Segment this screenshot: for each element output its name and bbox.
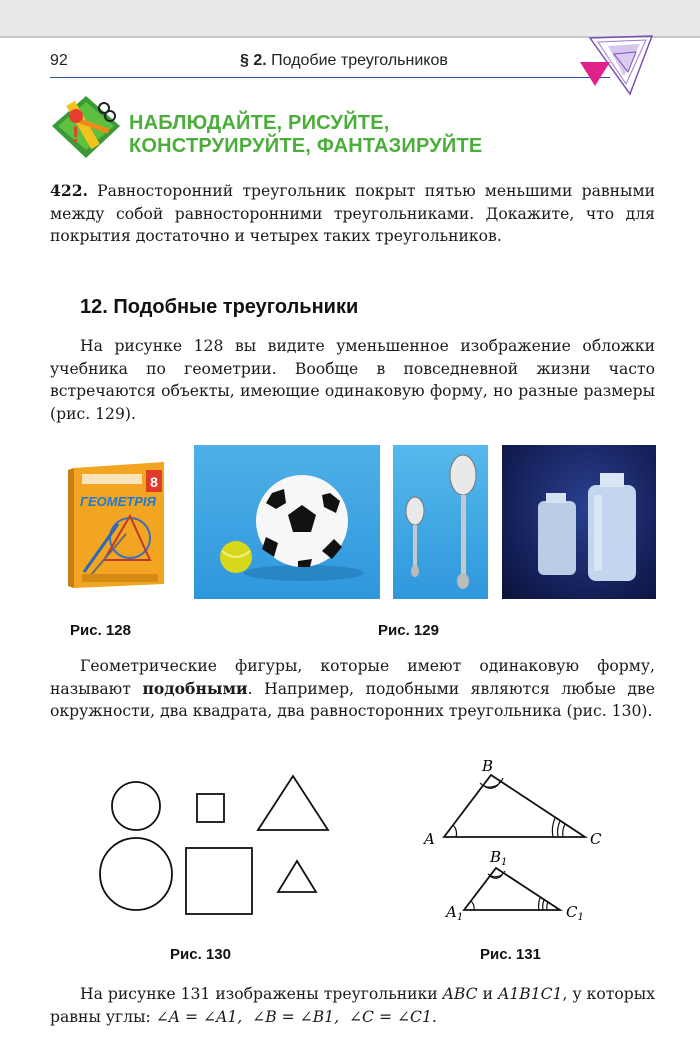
paragraph3-mid: и <box>477 985 499 1003</box>
tools-icon <box>48 92 124 164</box>
running-header <box>240 52 448 70</box>
large-circle <box>100 838 172 910</box>
corner-triangles-decoration <box>570 32 660 96</box>
caption-fig129: Рис. 129 <box>378 622 439 639</box>
task-heading <box>129 112 482 158</box>
problem-422 <box>50 180 655 248</box>
task-heading-line1: НАБЛЮДАЙТЕ, РИСУЙТЕ, <box>129 112 390 134</box>
label-A: A <box>424 830 435 848</box>
large-triangle <box>258 776 328 830</box>
paragraph2-end: . Например, подобными являются любые две окружности, два квадрата, два равносторонних треугольника (рис. 130). <box>50 679 655 720</box>
term-similar: подобными <box>142 678 248 698</box>
angle-equality-b: ∠B = ∠B1, <box>252 1007 340 1026</box>
triangle-a1b1c1-name: A1B1C1 <box>498 985 563 1003</box>
paragraph-1: На рисунке 128 вы видите уменьшенное изображение обложки учебника по геометрии. Вообще в повседневной жизни часто встречаются объекты, имеющие одинаковую форму, но разные размеры (рис. 129). <box>50 337 655 423</box>
angle-equality-a: ∠A = ∠A1, <box>155 1007 243 1026</box>
figure-130 <box>96 768 336 918</box>
paragraph3-end: , у которых равны углы: <box>50 985 655 1026</box>
caption-fig128: Рис. 128 <box>70 622 131 639</box>
page-number: 92 <box>50 52 68 69</box>
label-A1: $A_1$ <box>446 903 464 923</box>
paragraph3-start: На рисунке 131 изображены треугольники <box>80 985 443 1003</box>
triangle-a1b1c1 <box>464 868 560 910</box>
caption-fig130: Рис. 130 <box>170 946 231 963</box>
section-mark: § 2. <box>240 52 267 69</box>
small-triangle <box>278 861 316 892</box>
section-title: Подобие треугольников <box>271 52 448 69</box>
problem-number: 422. <box>50 181 88 200</box>
label-C1: $C_1$ <box>566 903 584 923</box>
paragraph-2 <box>50 655 655 723</box>
problem-text: Равносторонний треугольник покрыт пятью меньшими равными между собой равносторонними треугольниками. Докажите, что для покрытия достаточно и четырех таких треугольников. <box>50 182 655 245</box>
small-circle <box>112 782 160 830</box>
label-C: C <box>590 830 602 848</box>
large-square <box>186 848 252 914</box>
paragraph2-start: Геометрические фигуры, которые имеют одинаковую форму, называют <box>50 657 655 698</box>
book-title: ГЕОМЕТРІЯ <box>80 494 156 509</box>
book-grade: 8 <box>150 474 158 490</box>
figure-131 <box>420 755 605 925</box>
small-square <box>197 794 224 822</box>
bottles-photo <box>502 445 656 599</box>
label-B: B <box>482 757 494 775</box>
svg-text:!: ! <box>72 122 80 147</box>
book-cover-image <box>68 460 170 590</box>
header-rule <box>50 77 610 78</box>
balls-photo <box>194 445 380 599</box>
triangle-abc-name: ABC <box>442 985 478 1003</box>
label-B1: $B_1$ <box>490 848 508 868</box>
angle-equality-c: ∠C = ∠C1. <box>348 1007 437 1026</box>
section-heading: 12. Подобные треугольники <box>80 296 359 318</box>
paragraph-3 <box>50 983 655 1028</box>
spoons-photo <box>393 445 488 599</box>
caption-fig131: Рис. 131 <box>480 946 541 963</box>
task-heading-line2: КОНСТРУИРУЙТЕ, ФАНТАЗИРУЙТЕ <box>129 135 483 157</box>
